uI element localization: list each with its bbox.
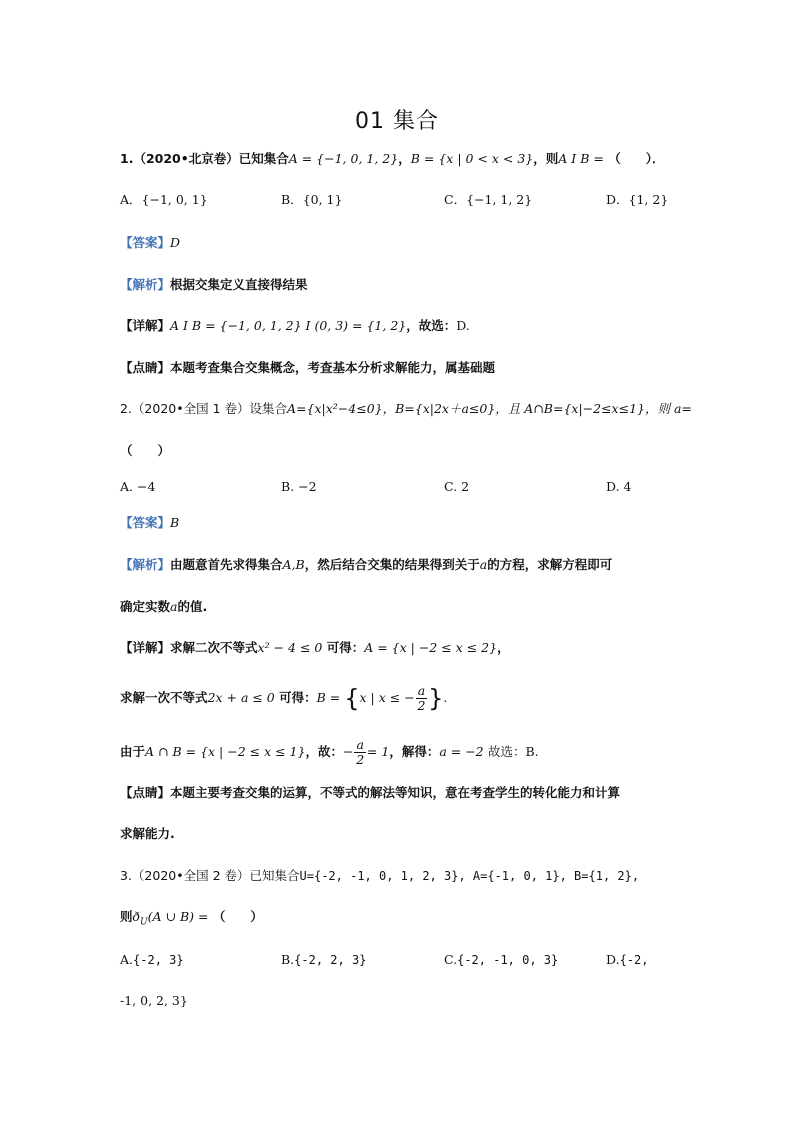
q3-option-d-label: D. [606, 952, 620, 967]
q1-detail [120, 317, 470, 335]
q2-detail-line3 [120, 734, 539, 770]
q2-stem-math: A={x|x²−4≤0}，B={x|2x＋a≤0}，且 A∩B={x|−2≤x≤1}，则 a= [287, 401, 692, 416]
q1-ask-prefix: ，则 [533, 151, 559, 166]
q2-option-a-label: A. [120, 479, 134, 494]
q2-stem-prefix: 2.（2020•全国 1 卷）设集合 [120, 401, 288, 416]
q2-detail-text: ， [497, 640, 510, 655]
q2-detail-text: ，故： [305, 744, 343, 759]
q1-option-d-value: {1, 2} [628, 192, 669, 207]
q2-detail-text: 故选：B. [488, 744, 539, 759]
q3-option-c-value: {-2, -1, 0, 3} [457, 953, 559, 967]
fraction-numerator: a [417, 683, 426, 698]
q2-detail-math: A ∩ B = {x | −2 ≤ x ≤ 1} [145, 744, 306, 759]
q2-option-b [281, 478, 317, 496]
q2-option-c [444, 478, 469, 496]
q2-detail-math: 2x + a ≤ 0 [207, 690, 275, 705]
q3-stem-prefix: 3.（2020•全国 2 卷）已知集合 [120, 868, 300, 883]
q2-detail-math: x² − 4 ≤ 0 [257, 640, 323, 655]
complement-icon: ð [132, 909, 141, 924]
q2-detail-text: . [443, 690, 448, 705]
q2-detail-text: 可得： [279, 690, 317, 705]
q2-answer-value: B [170, 515, 180, 530]
q3-stem-math: U={-2, -1, 0, 1, 2, 3}, A={-1, 0, 1}, B={1, 2}, [299, 869, 640, 883]
q2-detail-math: A = {x | −2 ≤ x ≤ 2} [364, 640, 498, 655]
q1-stem-prefix: 1.（2020•北京卷）已知集合 [120, 151, 289, 166]
q1-analysis [120, 276, 308, 294]
fraction-numerator: a [356, 737, 364, 752]
q2-comment-tag: 【点睛】 [120, 785, 171, 800]
q3-option-b-value: {-2, 2, 3} [294, 953, 367, 967]
q2-analysis-var: a [170, 599, 178, 614]
q1-option-b-label: B． [281, 192, 303, 207]
q3-ask-expr: (A ∪ B) = [147, 909, 209, 924]
q2-analysis-text: 的方程，求解方程即可 [487, 557, 613, 572]
q2-analysis-tag: 【解析】 [120, 557, 171, 572]
page-title: 01 集合 [355, 109, 439, 134]
q3-option-b [281, 951, 366, 969]
q2-detail-line1 [120, 639, 510, 657]
q1-detail-choice: D. [456, 318, 470, 333]
q2-stem-paren: （ ） [120, 443, 171, 458]
right-brace-icon: } [428, 684, 444, 713]
q3-ask-prefix: 则 [120, 909, 133, 924]
q2-option-c-label: C. [444, 479, 458, 494]
q1-comma: ， [398, 151, 411, 166]
q2-option-d-value: 4 [623, 479, 632, 494]
q1-set-a: A = {−1, 0, 1, 2} [288, 151, 399, 166]
q1-option-d-label: D． [606, 192, 629, 207]
q1-detail-tag: 【详解】 [120, 318, 171, 333]
q1-option-a-label: A． [120, 192, 142, 207]
q1-comment-tag: 【点睛】 [120, 360, 171, 375]
q1-option-a-value: {−1, 0, 1} [141, 192, 208, 207]
q1-comment-text: 本题考查集合交集概念，考查基本分析求解能力，属基础题 [170, 360, 496, 375]
q1-analysis-tag: 【解析】 [120, 277, 171, 292]
q1-option-d [606, 191, 668, 209]
q2-detail-math: a = −2 [439, 744, 484, 759]
q1-detail-suffix: ，故选： [406, 318, 457, 333]
q2-comment-text: 本题主要考查交集的运算，不等式的解法等知识，意在考查学生的转化能力和计算 [170, 785, 621, 800]
q2-detail-math: B = [316, 690, 345, 705]
q2-comment-line1 [120, 784, 620, 802]
q2-option-d-label: D. [606, 479, 620, 494]
q2-option-c-value: 2 [461, 479, 470, 494]
q2-analysis-text: 由题意首先求得集合 [170, 557, 283, 572]
q1-ask-expr: A I B = [558, 151, 604, 166]
fraction-denominator: 2 [356, 752, 365, 767]
q2-option-a-value: −4 [137, 479, 156, 494]
q3-ask [120, 908, 263, 932]
q2-detail-text: 可得： [326, 640, 365, 655]
q1-set-b: B = {x | 0 < x < 3} [410, 151, 534, 166]
q2-analysis-text: 的值. [177, 599, 208, 614]
q2-analysis-line1 [120, 556, 612, 574]
q2-detail-math: − [342, 744, 354, 759]
q1-option-b [281, 191, 342, 209]
q3-option-d-value: {-2, [619, 953, 649, 967]
q2-option-b-value: −2 [298, 479, 317, 494]
q1-option-c-value: {−1, 1, 2} [466, 192, 533, 207]
q3-ask-suffix: （ ） [212, 909, 263, 924]
q1-answer [120, 234, 180, 252]
q2-option-b-label: B. [281, 479, 295, 494]
q1-ask-suffix: （ ）． [608, 151, 665, 166]
q2-option-d [606, 478, 632, 496]
q2-stem [120, 400, 692, 418]
q3-option-d-continued: -1, 0, 2, 3} [120, 993, 188, 1008]
fraction-denominator: 2 [417, 698, 426, 713]
q2-analysis-text: 确定实数 [120, 599, 171, 614]
q2-detail-text: 求解二次不等式 [170, 640, 258, 655]
q1-option-b-value: {0, 1} [302, 192, 343, 207]
q1-analysis-text: 根据交集定义直接得结果 [170, 277, 308, 292]
q2-analysis-line2 [120, 598, 207, 616]
q1-option-c-label: C． [444, 192, 467, 207]
q2-analysis-sets: A,B [282, 557, 305, 572]
q1-answer-value: D [170, 235, 181, 250]
q3-option-a-value: {-2, 3} [133, 953, 184, 967]
q2-detail-math: x | x ≤ − [359, 690, 415, 705]
q2-detail-text: ，解得： [389, 744, 440, 759]
q1-detail-expr: A I B = {−1, 0, 1, 2} I (0, 3) = {1, 2} [170, 318, 407, 333]
q1-option-a [120, 191, 208, 209]
q3-option-d [606, 951, 648, 969]
q2-answer [120, 514, 179, 532]
q1-answer-tag: 【答案】 [120, 235, 171, 250]
q3-option-b-label: B. [281, 952, 295, 967]
fraction [416, 684, 427, 713]
q2-option-a [120, 478, 155, 496]
q3-option-a [120, 951, 184, 969]
q1-option-c [444, 191, 532, 209]
q2-analysis-text: ，然后结合交集的结果得到关于 [304, 557, 480, 572]
fraction [354, 738, 365, 767]
q2-answer-tag: 【答案】 [120, 515, 171, 530]
q3-stem [120, 867, 639, 885]
q3-option-a-label: A. [120, 952, 134, 967]
q2-detail-text: 求解一次不等式 [120, 690, 208, 705]
q2-comment-line2: 求解能力. [120, 826, 175, 841]
q1-stem [120, 150, 664, 168]
q2-detail-line2 [120, 680, 447, 717]
left-brace-icon: { [344, 684, 360, 713]
q3-ask-sub: U [140, 917, 148, 928]
q3-option-c [444, 951, 558, 969]
q2-detail-tag: 【详解】 [120, 640, 171, 655]
q2-analysis-var: a [479, 557, 488, 572]
q2-detail-text: 由于 [120, 744, 146, 759]
q1-comment [120, 359, 495, 377]
q2-detail-math: = 1 [366, 744, 390, 759]
q3-option-c-label: C. [444, 952, 458, 967]
